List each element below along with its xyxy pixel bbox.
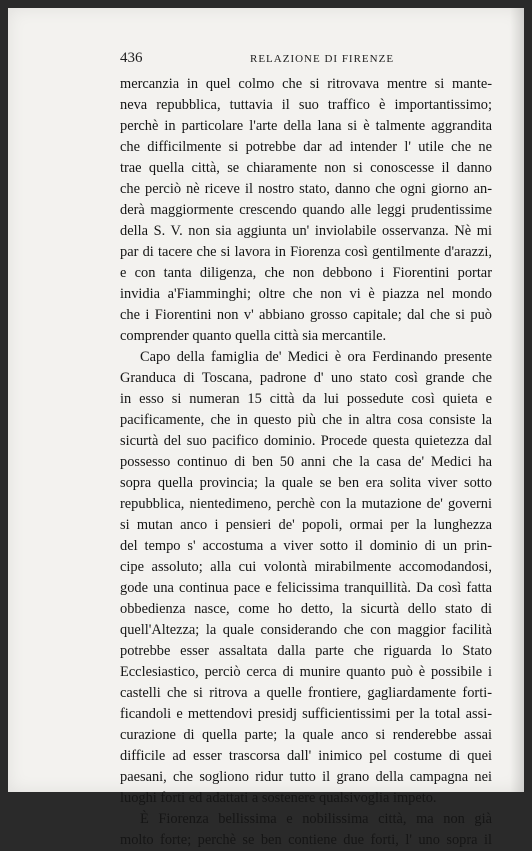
page-gutter-shadow <box>510 8 524 792</box>
text-line: della S. V. non sia aggiunta un' inviolabile osservanza. Nè mi <box>120 223 492 239</box>
text-line: trae quella città, se chiaramente non si conoscesse il danno <box>120 160 492 176</box>
running-head: RELAZIONE DI FIRENZE <box>250 53 395 65</box>
text-line: repubblica, nientedimeno, perchè con la mutazione de' governi <box>120 496 492 512</box>
text-line: potrebbe esser assaltata dalla parte che riguarda lo Stato <box>120 643 492 659</box>
text-line: invidia a'Fiamminghi; oltre che non vi è piazza nel mondo <box>120 286 492 302</box>
text-line: derà maggiormente crescendo quando alle leggi prudentissime <box>120 202 492 218</box>
text-line: comprender quanto quella città sia mercantile. <box>120 328 387 344</box>
text-line: che i Fiorentini non v' abbiano grosso capitale; dal che si può <box>120 307 492 323</box>
paragraph-3 <box>120 809 492 851</box>
text-line: perchè in particolare l'arte della lana si è talmente aggrandita <box>120 118 492 134</box>
text-line: castelli che si ritrova a quelle frontiere, gagliardamente forti- <box>120 685 492 701</box>
page-number: 436 <box>120 50 143 66</box>
text-line: luoghi forti ed adattati a sostenere qualsivoglia impeto. <box>120 790 437 806</box>
text-line: possesso continuo di ben 50 anni che la casa de' Medici ha <box>120 454 492 470</box>
text-line: mercanzia in quel colmo che si ritrovava mentre si mante- <box>120 76 492 92</box>
text-line: che perciò nè riceve il nostro stato, danno che ogni giorno an- <box>120 181 492 197</box>
text-line: si mutan anco i pensieri de' popoli, ormai per la lunghezza <box>120 517 492 533</box>
paragraph-2 <box>120 347 492 809</box>
text-line: neva repubblica, tuttavia il suo traffico è importantissimo; <box>120 97 492 113</box>
text-line: in esso si numeran 15 città da lui possedute così quieta e <box>120 391 492 407</box>
book-page <box>8 8 524 848</box>
text-line: curazione di quella parte; la quale anco si renderebbe assai <box>120 727 492 743</box>
text-line: gode una continua pace e felicissima tranquillità. Da così fatta <box>120 580 492 596</box>
text-line: quell'Altezza; la quale considerando che con maggior facilità <box>120 622 492 638</box>
text-line: sopra quella provincia; la quale se ben era solita viver sotto <box>120 475 492 491</box>
text-line: e con tanta diligenza, che non debbono i Fiorentini portar <box>120 265 492 281</box>
text-line: sicurtà del suo pacifico dominio. Procede questa quietezza dal <box>120 433 492 449</box>
text-line: che difficilmente si potrebbe dar ad intender l' utile che ne <box>120 139 492 155</box>
body-text <box>120 74 492 851</box>
text-line: pacificamente, che in questo più che in altra cosa consiste la <box>120 412 492 428</box>
text-line: par di tacere che si lavora in Fiorenza così gentilmente d'arazzi, <box>120 244 492 260</box>
text-line: Capo della famiglia de' Medici è ora Ferdinando presente <box>140 349 492 365</box>
text-line: Ecclesiastico, perciò cerca di munire quanto può è possibile i <box>120 664 492 680</box>
text-line: Granduca di Toscana, padrone d' uno stato così grande che <box>120 370 492 386</box>
text-line: del tempo s' accostuma a viver sotto il dominio di un prin- <box>120 538 492 554</box>
paragraph-1 <box>120 74 492 347</box>
page-header <box>120 50 500 70</box>
text-line: molto forte; perchè se ben contiene due forti, l' uno sopra il <box>120 832 492 848</box>
text-line: paesani, che sogliono ridur tutto il grano della campagna nei <box>120 769 492 785</box>
text-line: obbedienza nasce, come ho detto, la sicurtà dello stato di <box>120 601 492 617</box>
text-line: ficandoli e mettendovi presidj sufficientissimi per la total assi- <box>120 706 492 722</box>
text-line: È Fiorenza bellissima e nobilissima città, ma non già <box>140 811 492 827</box>
text-line: cipe assoluto; alla cui volontà mirabilmente accomodandosi, <box>120 559 492 575</box>
text-line: difficile ad esser trascorsa dall' inimico pel costume di quei <box>120 748 492 764</box>
